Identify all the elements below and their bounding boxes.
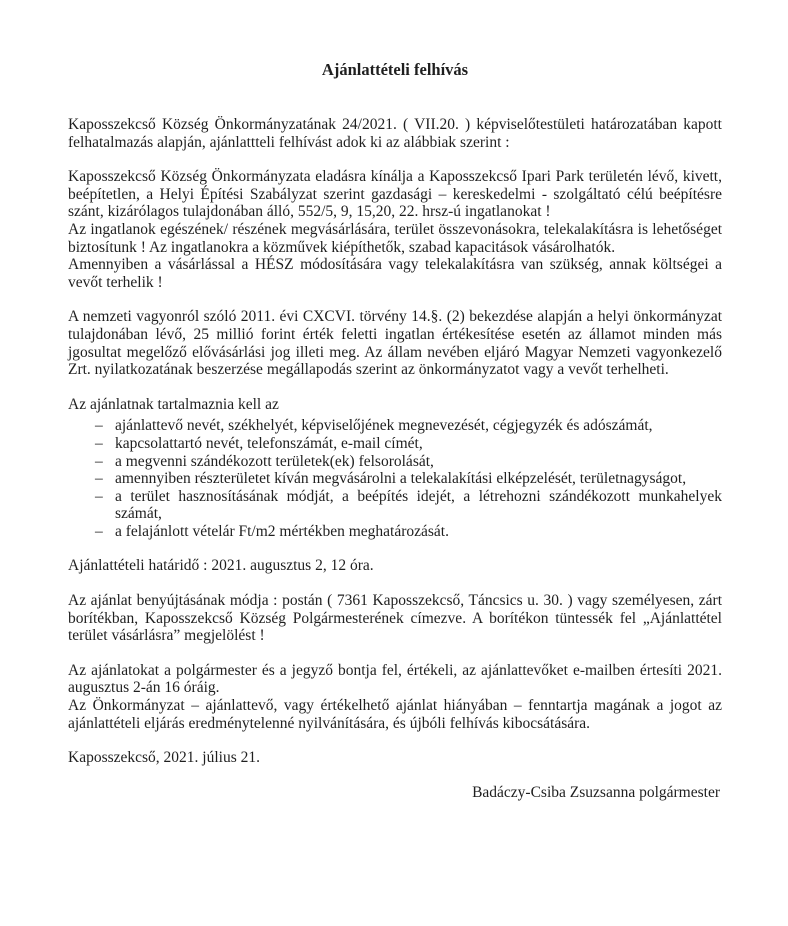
- dash-bullet: –: [95, 417, 103, 435]
- offer-paragraph: [68, 168, 722, 291]
- list-item: [68, 417, 722, 435]
- list-item: [68, 470, 722, 488]
- evaluation-line-1: Az ajánlatokat a polgármester és a jegyző bontja fel, értékeli, az ajánlattevőket e-mailben értesíti 2021. augusztus 2-án 16 óráig.: [68, 661, 722, 697]
- dash-bullet: –: [95, 522, 103, 540]
- offer-line-3: Amennyiben a vásárlással a HÉSZ módosítására vagy telekalakításra van szükség, annak költségei a vevőt terhelik !: [68, 256, 722, 291]
- requirements-section: [68, 396, 722, 541]
- dash-bullet: –: [95, 487, 103, 505]
- list-item: [68, 488, 722, 523]
- list-item-text: a terület hasznosításának módját, a beépítés idejét, a létrehozni szándékozott munkahelyek számát,: [115, 487, 722, 523]
- dash-bullet: –: [95, 434, 103, 452]
- place-date-line: Kaposszekcső, 2021. július 21.: [68, 749, 261, 767]
- dash-bullet: –: [95, 452, 103, 470]
- list-item-text: a felajánlott vételár Ft/m2 mértékben meghatározását.: [115, 522, 449, 540]
- requirements-intro: Az ajánlatnak tartalmaznia kell az: [68, 395, 279, 413]
- requirements-list: [68, 417, 722, 540]
- list-item: [68, 523, 722, 541]
- offer-line-1: Kaposszekcső Község Önkormányzata eladásra kínálja a Kaposszekcső Ipari Park területén lévő, kivett, beépítetlen, a Helyi Építési Szabályzat szerint gazdasági – kereskedelmi - szolgáltató célú beépítésre szánt, kizárólagos tulajdonában álló, 552/5, 9, 15,20, 22. hrsz-ú ingatlanokat !: [68, 168, 722, 221]
- list-item: [68, 435, 722, 453]
- deadline-paragraph: Ajánlattételi határidő : 2021. augusztus 2, 12 óra.: [68, 557, 374, 575]
- list-item: [68, 453, 722, 471]
- list-item-text: kapcsolattartó nevét, telefonszámát, e-mail címét,: [115, 434, 423, 452]
- evaluation-paragraph: [68, 662, 722, 732]
- list-item-text: ajánlattevő nevét, székhelyét, képviselőjének megnevezését, cégjegyzék és adószámát,: [115, 417, 653, 435]
- dash-bullet: –: [95, 470, 103, 488]
- submission-paragraph: Az ajánlat benyújtásának módja : postán ( 7361 Kaposszekcső, Táncsics u. 30. ) vagy személyesen, zárt borítékban, Kaposszekcső Község Polgármesterének címezve. A borítékon tüntessék fel „Ajánlattétel terület vásárlásra” megjelölést !: [68, 592, 722, 645]
- evaluation-line-2: Az Önkormányzat – ajánlattevő, vagy értékelhető ajánlat hiányában – fenntartja magának a jogot az ajánlattételi eljárás eredménytelenné nyilvánítására, és újbóli felhívás kibocsátására.: [68, 697, 722, 732]
- law-paragraph: A nemzeti vagyonról szóló 2011. évi CXCVI. törvény 14.§. (2) bekezdése alapján a helyi önkormányzat tulajdonában lévő, 25 millió forint érték feletti ingatlan értékesítése esetén az államot minden más jgosultat megelőző elővásárlási jog illeti meg. Az állam nevében eljáró Magyar Nemzeti vagyonkezelő Zrt. nyilatkozatának beszerzése megállapodás szerint az önkormányzatot vagy a vevőt terhelheti.: [68, 308, 722, 379]
- signature-line: Badáczy-Csiba Zsuzsanna polgármester: [472, 783, 720, 801]
- list-item-text: a megvenni szándékozott területek(ek) felsorolását,: [115, 452, 434, 470]
- intro-paragraph: Kaposszekcső Község Önkormányzatának 24/2021. ( VII.20. ) képviselőtestületi határozatában kapott felhatalmazás alapján, ajánlattteli felhívást adok ki az alábbiak szerint :: [68, 116, 722, 151]
- offer-line-2: Az ingatlanok egészének/ részének megvásárlására, terület összevonásokra, telekalakításra is lehetőséget biztosítunk ! Az ingatlanokra a közművek kiépíthetők, szabad kapacitások vásárolhatók.: [68, 220, 722, 256]
- list-item-text: amennyiben részterületet kíván megvásárolni a telekalakítási elképzelését, területnagyságot,: [115, 470, 687, 488]
- document-title: Ajánlattételi felhívás: [321, 60, 469, 79]
